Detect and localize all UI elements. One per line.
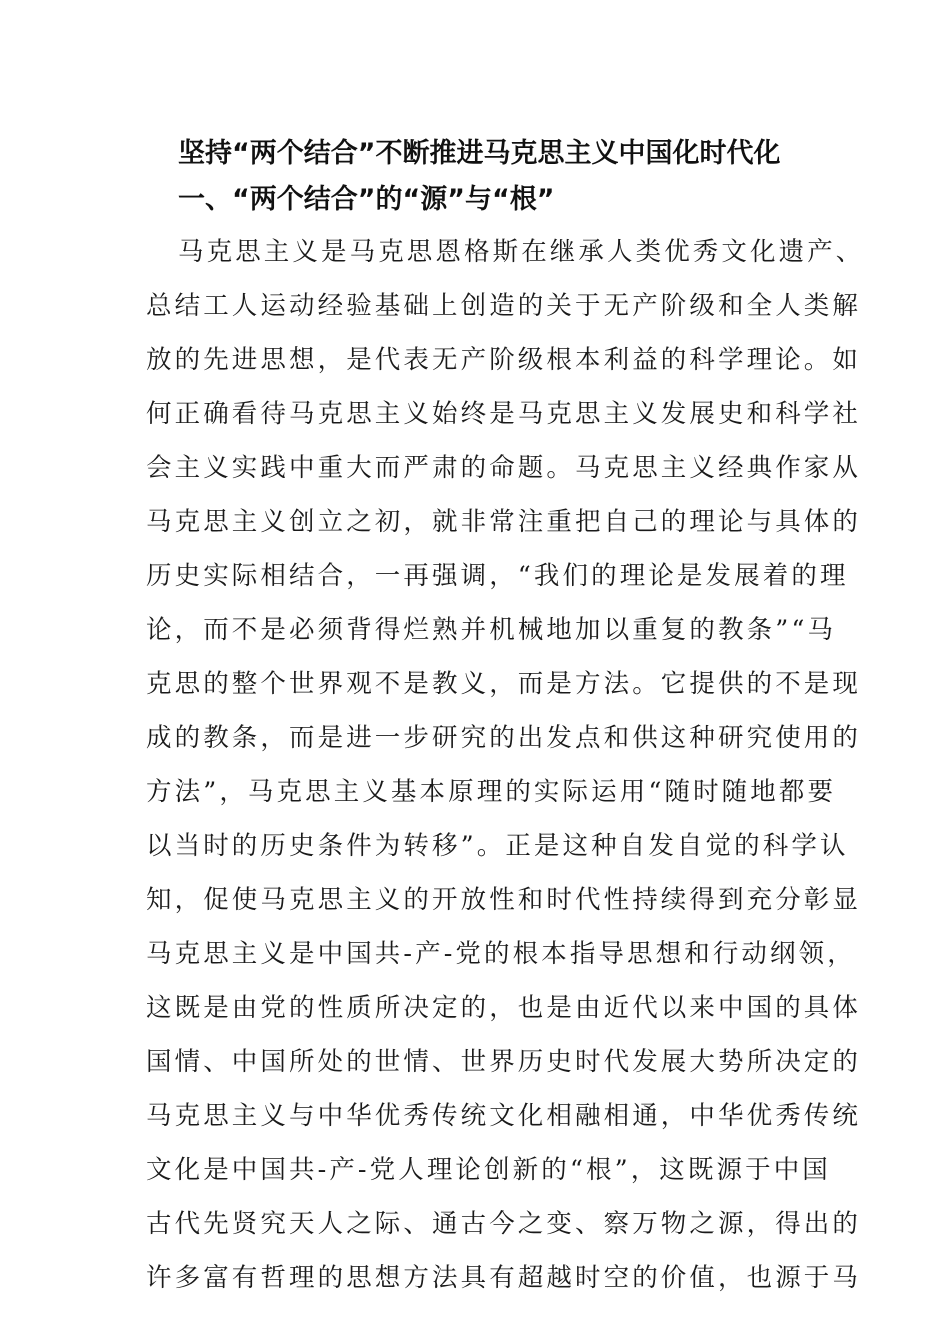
text-line: 许多富有哲理的思想方法具有超越时空的价值，也源于马 [146,1263,862,1293]
text-line: 这既是由党的性质所决定的，也是由近代以来中国的具体 [146,993,862,1023]
document-title: 坚持“两个结合”不断推进马克思主义中国化时代化 [178,138,781,169]
text-line: 马克思主义创立之初，就非常注重把自己的理论与具体的 [146,507,862,537]
text-line: 文化是中国共-产-党人理论创新的“根”，这既源于中国 [146,1155,831,1185]
text-line: 总结工人运动经验基础上创造的关于无产阶级和全人类解 [146,291,862,321]
section-heading: 一、“两个结合”的“源”与“根” [178,184,555,215]
text-line: 何正确看待马克思主义始终是马克思主义发展史和科学社 [146,399,862,429]
text-line: 以当时的历史条件为转移”。正是这种自发自觉的科学认 [146,831,849,861]
text-line: 成的教条，而是进一步研究的出发点和供这种研究使用的 [146,723,862,753]
text-line: 历史实际相结合，一再强调，“我们的理论是发展着的理 [146,561,849,591]
text-line: 古代先贤究天人之际、通古今之变、察万物之源，得出的 [146,1209,862,1239]
text-line: 克思的整个世界观不是教义，而是方法。它提供的不是现 [146,669,862,699]
text-line: 马克思主义是中国共-产-党的根本指导思想和行动纲领， [146,939,856,969]
text-line: 会主义实践中重大而严肃的命题。马克思主义经典作家从 [146,453,862,483]
text-line: 知，促使马克思主义的开放性和时代性持续得到充分彰显 [146,885,862,915]
text-line: 方法”，马克思主义基本原理的实际运用“随时随地都要 [146,777,837,807]
body-text [146,230,865,1310]
text-line: 国情、中国所处的世情、世界历史时代发展大势所决定的 [146,1047,862,1077]
text-line: 放的先进思想，是代表无产阶级根本利益的科学理论。如 [146,345,862,375]
text-line: 马克思主义与中华优秀传统文化相融相通，中华优秀传统 [146,1101,862,1131]
text-line: 马克思主义是马克思恩格斯在继承人类优秀文化遗产、 [178,237,865,267]
text-line: 论，而不是必须背得烂熟并机械地加以重复的教条”“马 [146,615,837,645]
